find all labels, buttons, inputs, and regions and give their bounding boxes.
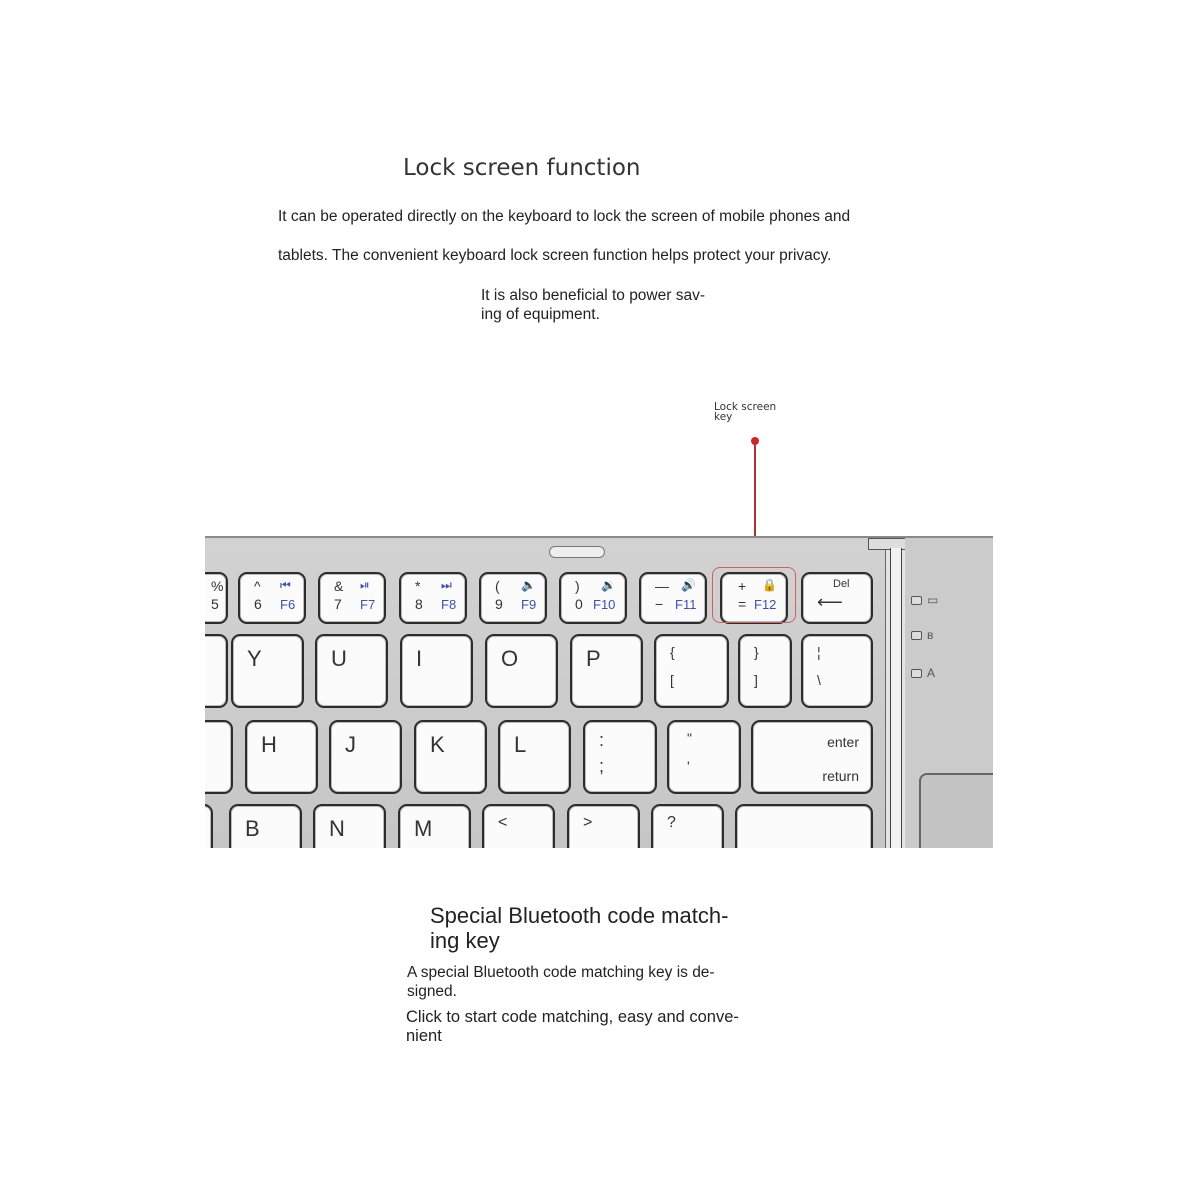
key-t [205, 634, 228, 708]
key-n: N [313, 804, 386, 848]
lock-screen-description-line-2: tablets. The convenient keyboard lock screen function helps protect your privacy. [278, 247, 832, 264]
volume-down-icon: 🔉 [601, 578, 616, 592]
led-icon [911, 669, 922, 678]
key-delete: Del ⟵ [801, 572, 873, 624]
lock-screen-title: Lock screen function [403, 155, 641, 182]
indicator-bluetooth [911, 628, 933, 642]
key-quote: " ' [667, 720, 741, 794]
key-k: K [414, 720, 487, 794]
callout-line-1: Lock screen [714, 401, 777, 413]
next-track-icon: ⏭ [441, 578, 452, 592]
volume-up-icon: 🔊 [681, 578, 696, 592]
key-g [205, 720, 233, 794]
power-saving-note [481, 286, 705, 324]
key-slash: ? [651, 804, 724, 848]
bluetooth-key-title [430, 903, 728, 953]
key-backslash: ¦ \ [801, 634, 873, 708]
key-f11: — 🔊 − F11 [639, 572, 707, 624]
key-b: B [229, 804, 302, 848]
lock-screen-key-callout [714, 402, 776, 422]
play-pause-icon: ⏯ [360, 578, 370, 592]
key-f5: % 5 [205, 572, 228, 624]
key-y: Y [231, 634, 304, 708]
touchpad [919, 773, 993, 848]
key-f8: * ⏭ 8 F8 [399, 572, 467, 624]
key-f10: ) 🔉 0 F10 [559, 572, 627, 624]
indicator-caps-lock [911, 666, 935, 680]
bluetooth-key-description-line-1: A special Bluetooth code matching key is de- [407, 964, 715, 981]
key-m: M [398, 804, 471, 848]
keyboard-hinge [885, 538, 907, 848]
key-semicolon: : ; [583, 720, 657, 794]
lock-icon: 🔒 [762, 578, 777, 592]
battery-icon: ▭ [927, 593, 939, 607]
lock-screen-description-line-1: It can be operated directly on the keyboard to lock the screen of mobile phones and [278, 208, 851, 225]
previous-track-icon: ⏮ [280, 578, 291, 592]
bluetooth-icon: ʙ [927, 628, 934, 642]
bluetooth-key-title-line-1: Special Bluetooth code match- [430, 903, 729, 928]
bluetooth-key-title-line-2: ing key [430, 928, 500, 953]
key-i: I [400, 634, 473, 708]
key-j: J [329, 720, 402, 794]
indicator-battery [911, 593, 938, 607]
backspace-arrow-icon: ⟵ [817, 592, 843, 612]
hinge-rod [890, 548, 902, 848]
key-o: O [485, 634, 558, 708]
key-bracket-left: { [ [654, 634, 729, 708]
bluetooth-key-usage [406, 1008, 739, 1046]
key-f12-lock-screen: + 🔒 = F12 [720, 572, 788, 624]
key-f7: & ⏯ 7 F7 [318, 572, 386, 624]
key-u: U [315, 634, 388, 708]
key-l: L [498, 720, 571, 794]
led-icon [911, 631, 922, 640]
callout-line-2: key [714, 411, 733, 423]
key-f9: ( 🔈 9 F9 [479, 572, 547, 624]
lock-screen-key-highlight [712, 567, 796, 623]
bluetooth-key-usage-line-2: nient [406, 1027, 442, 1045]
keyboard-slot [549, 546, 605, 558]
key-period: > [567, 804, 640, 848]
caps-lock-icon: A [927, 666, 936, 680]
power-saving-note-line-1: It is also beneficial to power sav- [481, 287, 705, 304]
key-enter: enter return [751, 720, 873, 794]
keyboard-image [205, 536, 993, 848]
key-f6: ^ ⏮ 6 F6 [238, 572, 306, 624]
key-shift-right [735, 804, 873, 848]
key-bracket-right: } ] [738, 634, 792, 708]
bluetooth-key-description [407, 963, 715, 1001]
bluetooth-key-description-line-2: signed. [407, 983, 457, 1000]
key-comma: < [482, 804, 555, 848]
bluetooth-key-usage-line-1: Click to start code matching, easy and conve- [406, 1008, 739, 1026]
led-icon [911, 596, 922, 605]
power-saving-note-line-2: ing of equipment. [481, 306, 600, 323]
key-v [205, 804, 213, 848]
key-h: H [245, 720, 318, 794]
key-p: P [570, 634, 643, 708]
mute-icon: 🔈 [521, 578, 536, 592]
